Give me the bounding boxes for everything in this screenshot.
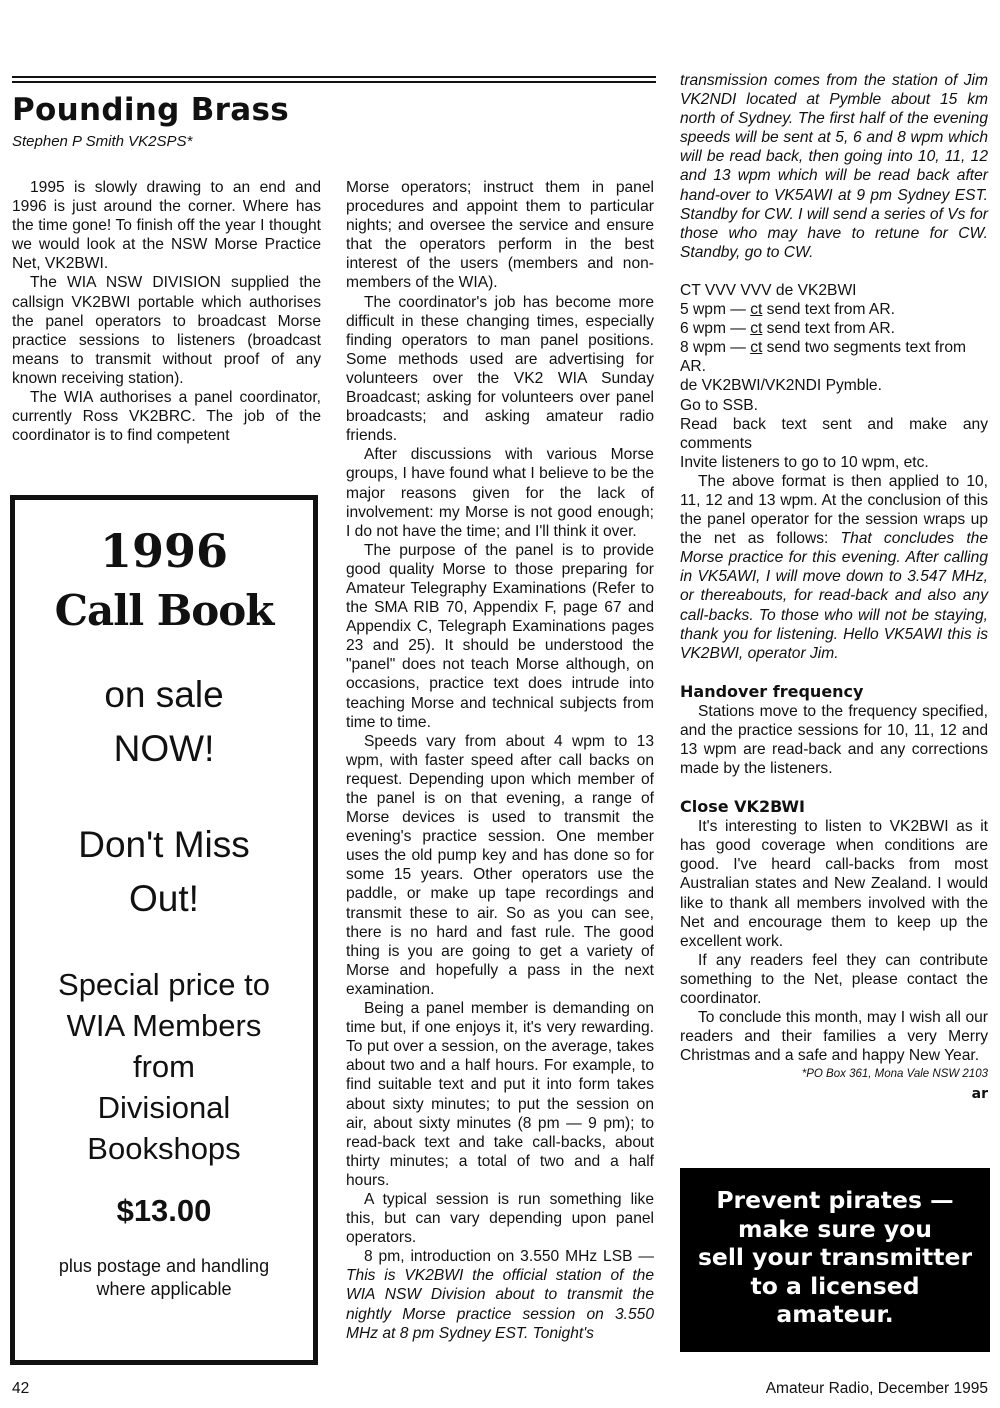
text-span: 6 wpm — xyxy=(680,320,751,338)
paragraph: The WIA authorises a panel coordinator, currently Ross VK2BRC. The job of the coordinator is to find competent xyxy=(12,389,321,445)
ad-line: from xyxy=(133,1049,195,1084)
session-script xyxy=(680,281,988,472)
prosign: ct xyxy=(750,320,763,338)
ad-price: $13.00 xyxy=(116,1193,212,1228)
paragraph xyxy=(346,1247,654,1342)
callbook-advertisement xyxy=(10,495,318,1365)
paragraph: To conclude this month, may I wish all our readers and their families a very Merry Christmas and a safe and happy New Year. xyxy=(680,1009,988,1065)
ad-line: on sale xyxy=(104,674,224,715)
script-line xyxy=(680,300,988,319)
paragraph: The WIA NSW DIVISION supplied the callsign VK2BWI portable which authorises the panel operators to broadcast Morse practice sessions to listeners (broadcast means to transmit without proof of any known receiving station). xyxy=(12,274,321,387)
ad-note: where applicable xyxy=(96,1279,232,1299)
ad-line: Don't Miss xyxy=(78,824,250,865)
paragraph: After discussions with various Morse groups, I have found what I believe to be the major reasons given for the lack of involvement: my Morse is not good enough; I do not have the time; and I'll think it over. xyxy=(346,446,654,540)
paragraph: Speeds vary from about 4 wpm to 13 wpm, with faster speed after call backs on request. Depending upon which member of the panel is on that evening, a range of Morse devices is used to transmit the evening's practice session. One member uses the old pump key and has done so for some 15 years. Other operators use the paddle, or make up tape recordings and transmit these to air. So as you can see, there is no hard and fast rule. The good thing is you are going to get a variety of Morse and hopefully a pass in the next examination. xyxy=(346,732,654,998)
ad-product: Call Book xyxy=(54,586,274,635)
title-rule-bottom xyxy=(12,81,656,83)
paragraph: It's interesting to listen to VK2BWI as it has good coverage when conditions are good. I've heard call-backs from most Australian states and New Zealand. I would like to thank all members involved with the Net and encourage them to keep up the excellent work. xyxy=(680,818,988,950)
text-span: 8 wpm — xyxy=(680,339,751,357)
italic-span: That concludes the Morse practice for this evening. After calling in VK5AWI, I will move down to 3.547 MHz, or thereabouts, for read-back and also any call-backs. To those who will not be staying, thank you for listening. Hello VK5AWI this is VK2BWI, operator Jim. xyxy=(680,530,989,662)
paragraph: 1995 is slowly drawing to an end and 1996 is just around the corner. Where has the time gone! To finish off the year I thought we would look at the NSW Morse Practice Net, VK2BWI. xyxy=(12,179,321,273)
page-number: 42 xyxy=(12,1380,30,1397)
script-line: CT VVV VVV de VK2BWI xyxy=(680,281,857,299)
text-span: send text from AR. xyxy=(762,301,895,319)
script-line: Invite listeners to go to 10 wpm, etc. xyxy=(680,453,929,471)
paragraph xyxy=(680,472,988,663)
pirate-notice-box xyxy=(680,1168,990,1352)
ad-line: Divisional xyxy=(97,1090,231,1125)
article-byline: Stephen P Smith VK2SPS* xyxy=(12,133,193,150)
italic-span: — This is VK2BWI the official station of the WIA NSW Division about to transmit the nightly Morse practice session on 3.550 MHz at 8 pm Sydney EST. Tonight's xyxy=(346,1248,654,1342)
prosign: ct xyxy=(750,301,763,319)
notice-line: to a licensed xyxy=(750,1271,920,1300)
ad-line: NOW! xyxy=(113,728,215,769)
paragraph: Being a panel member is demanding on time but, if one enjoys it, it's very rewarding. To put over a session, on the average, takes about two and a half hours. For example, to find suitable text and put it into form takes about sixty minutes; to put the session on air, about sixty minutes (8 pm — 9 pm); to read-back text and take call-backs, about thirty minutes; a total of two and a half hours. xyxy=(346,1000,654,1189)
notice-line: amateur. xyxy=(776,1300,894,1328)
paragraph: The coordinator's job has become more difficult in these changing times, especially finding operators to man panel positions. Some methods used are advertising for volunteers over the VK2 WIA Sunday Broadcast; asking for volunteers over panel broadcasts; and asking amateur radio friends. xyxy=(346,293,654,445)
column-1 xyxy=(12,178,321,445)
text-span: send text from AR. xyxy=(762,320,895,338)
script-line: de VK2BWI/VK2NDI Pymble. xyxy=(680,377,882,395)
text-span: The above format is then applied to 10, 11, 12 and 13 wpm. At the conclusion of this the panel operator for the session wraps up the net as follows: xyxy=(680,472,988,548)
script-line: Go to SSB. xyxy=(680,396,759,414)
paragraph: A typical session is run something like this, but can vary depending upon panel operators. xyxy=(346,1190,654,1247)
script-line xyxy=(680,338,988,376)
ad-line: WIA Members xyxy=(66,1008,262,1043)
paragraph: Morse operators; instruct them in panel procedures and appoint them to particular nights; and oversee the service and ensure that the operators perform in the best interest of the users (members and non-members of the WIA). xyxy=(346,179,654,292)
paragraph: If any readers feel they can contribute something to the Net, please contact the coordinator. xyxy=(680,951,988,1008)
column-3 xyxy=(680,71,988,1105)
title-rule-top xyxy=(12,76,656,78)
notice-line: make sure you xyxy=(737,1214,933,1243)
article-title: Pounding Brass xyxy=(12,92,289,128)
ad-line: Special price to xyxy=(58,967,270,1002)
ad-line: Out! xyxy=(129,878,199,919)
notice-line: sell your transmitter xyxy=(697,1243,973,1271)
ad-year: 1996 xyxy=(99,524,229,578)
author-address: *PO Box 361, Mona Vale NSW 2103 xyxy=(801,1068,988,1081)
ad-note: plus postage and handling xyxy=(58,1256,270,1276)
script-line xyxy=(680,319,988,338)
ad-line: Bookshops xyxy=(87,1131,241,1166)
section-heading: Handover frequency xyxy=(680,681,864,701)
text-span: send two segments text from AR. xyxy=(680,339,966,376)
section-heading: Close VK2BWI xyxy=(680,797,805,817)
end-mark: ar xyxy=(971,1086,988,1103)
prosign: ct xyxy=(750,339,763,357)
text-span: 5 wpm — xyxy=(680,301,751,319)
publication-footer: Amateur Radio, December 1995 xyxy=(765,1380,988,1397)
paragraph: Stations move to the frequency specified, and the practice sessions for 10, 11, 12 and 13 wpm are read-back and any corrections made by the listeners. xyxy=(680,702,988,778)
notice-line: Prevent pirates — xyxy=(716,1186,954,1214)
paragraph: transmission comes from the station of Jim VK2NDI located at Pymble about 15 km north of Sydney. The first half of the evening speeds will be sent at 5, 6 and 8 wpm which will be read back, then going into 10, 11, 12 and 13 wpm which will be read back after hand-over to VK5AWI at 9 pm Sydney EST. Standby for CW. I will send a series of Vs for those who may have to retune for CW. Standby, go to CW. xyxy=(680,72,988,261)
paragraph: The purpose of the panel is to provide good quality Morse to those preparing for Amateur Telegraphy Examinations (Refer to the SMA RIB 70, Appendix F, page 67 and Appendix C, Telegraph Examinations pages 23 and 25). It should be understood the "panel" does not teach Morse although, on occasions, practice text does intrude into teaching Morse and technical subjects from time to time. xyxy=(346,541,654,731)
text-span: 8 pm, introduction on 3.550 MHz LSB xyxy=(364,1248,633,1266)
script-line: Read back text sent and make any comments xyxy=(680,415,988,452)
column-2 xyxy=(346,178,654,1343)
